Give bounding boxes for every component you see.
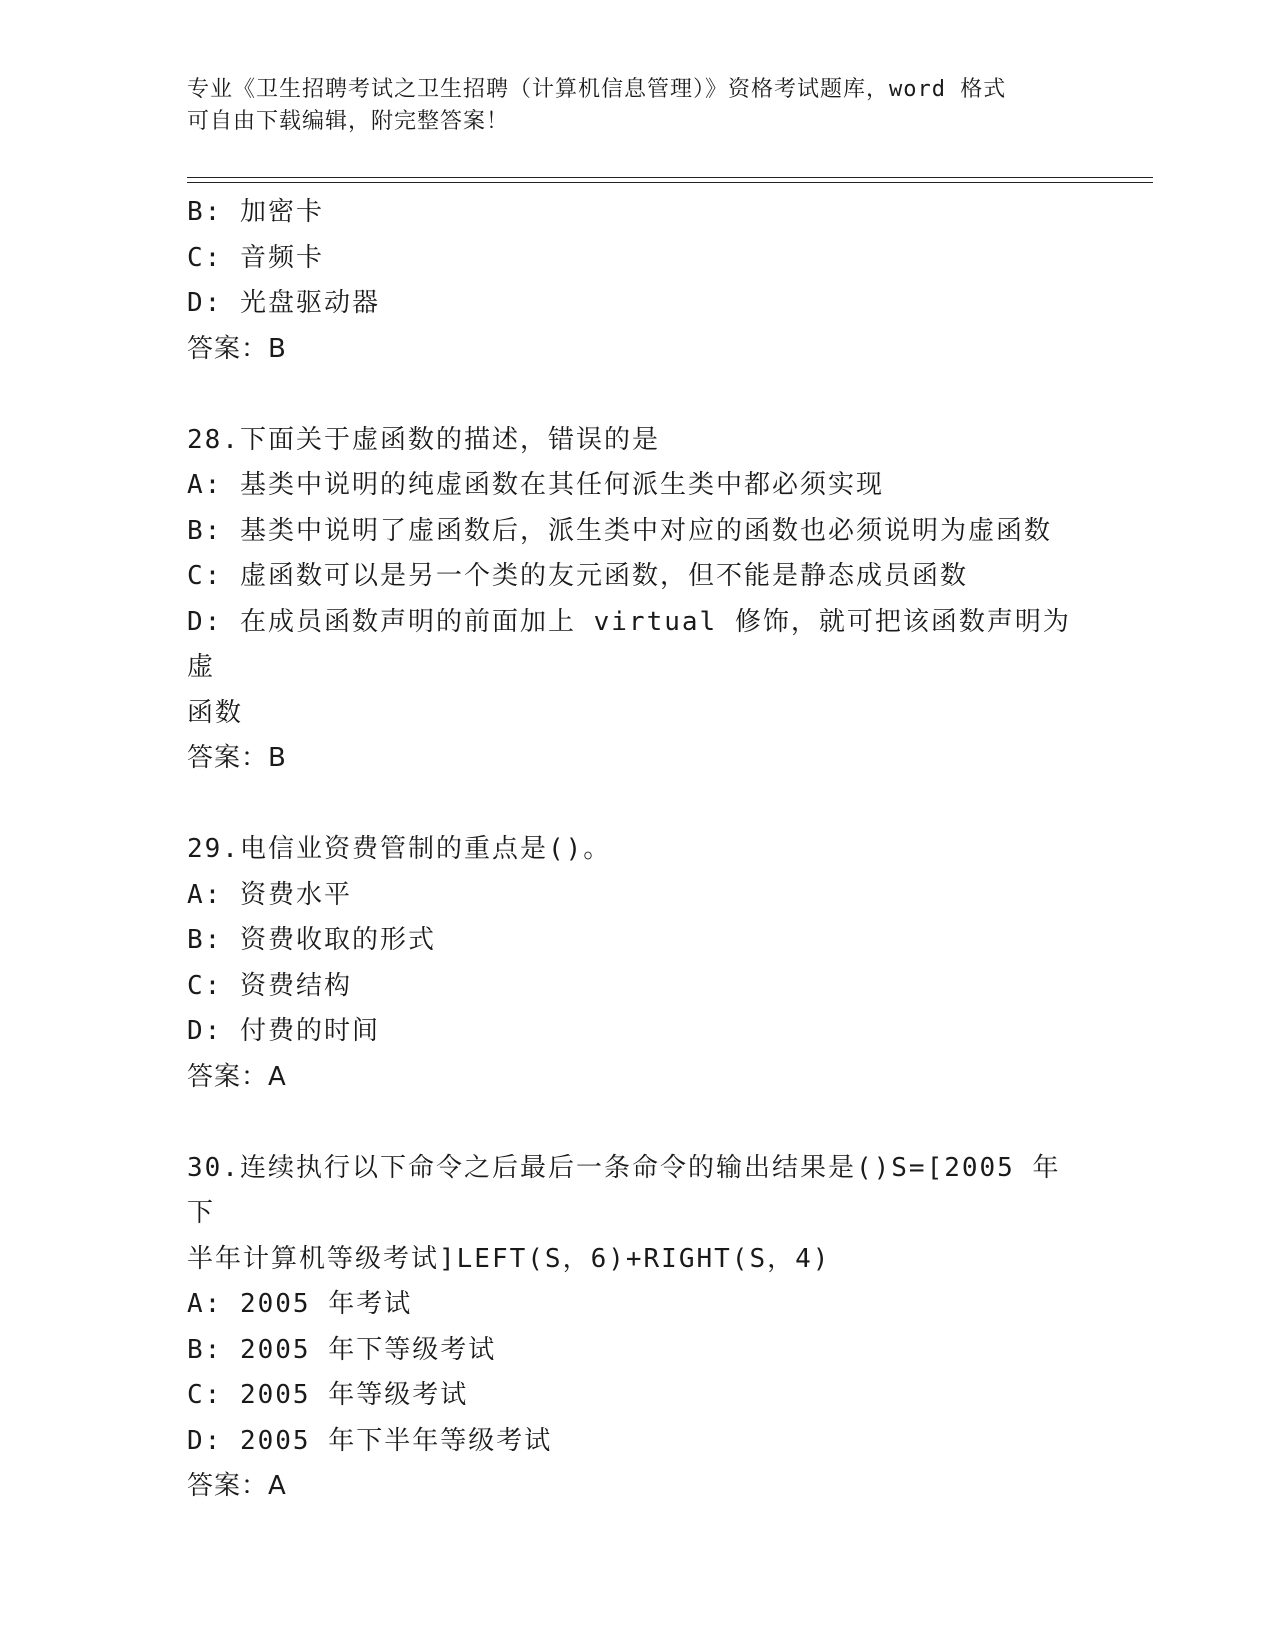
option-c: C: 2005 年等级考试 — [187, 1380, 469, 1410]
spacer — [187, 782, 1087, 828]
question-stem: 30.连续执行以下命令之后最后一条命令的输出结果是()S=[2005 年下 — [187, 1152, 1061, 1228]
question-stem-continuation: 半年计算机等级考试]LEFT(S，6)+RIGHT(S，4) — [187, 1243, 831, 1274]
question-27-block — [187, 190, 1087, 372]
header-divider-bottom — [187, 182, 1153, 183]
option-a: A: 资费水平 — [187, 879, 352, 910]
option-a: A: 基类中说明的纯虚函数在其任何派生类中都必须实现 — [187, 470, 884, 500]
option-d: D: 2005 年下半年等级考试 — [187, 1425, 553, 1456]
option-c: C: 资费结构 — [187, 970, 352, 1001]
option-d: D: 在成员函数声明的前面加上 virtual 修饰，就可把该函数声明为虚 — [187, 606, 1071, 682]
question-stem: 29.电信业资费管制的重点是()。 — [187, 834, 612, 864]
option-a: A: 2005 年考试 — [187, 1289, 413, 1319]
header-line-1: 专业《卫生招聘考试之卫生招聘（计算机信息管理）》资格考试题库，word 格式 — [187, 77, 1007, 102]
header-divider-top — [187, 177, 1153, 178]
answer-line: 答案：A — [187, 1471, 287, 1501]
option-b: B: 2005 年下等级考试 — [187, 1334, 497, 1365]
spacer — [187, 1100, 1087, 1146]
document-header — [187, 74, 1067, 138]
question-29-block — [187, 827, 1087, 1100]
answer-line: 答案：A — [187, 1061, 287, 1092]
question-list — [187, 190, 1087, 1510]
option-b: B: 加密卡 — [187, 197, 324, 227]
question-30-block — [187, 1146, 1087, 1510]
option-c: C: 音频卡 — [187, 242, 324, 273]
option-d-continuation: 函数 — [187, 697, 244, 728]
spacer — [187, 372, 1087, 418]
option-b: B: 基类中说明了虚函数后，派生类中对应的函数也必须说明为虚函数 — [187, 515, 1052, 546]
option-d: D: 光盘驱动器 — [187, 288, 380, 318]
answer-line: 答案：B — [187, 333, 287, 364]
question-28-block — [187, 418, 1087, 782]
option-b: B: 资费收取的形式 — [187, 925, 436, 955]
question-stem: 28.下面关于虚函数的描述，错误的是 — [187, 424, 660, 455]
option-c: C: 虚函数可以是另一个类的友元函数，但不能是静态成员函数 — [187, 561, 968, 591]
answer-line: 答案：B — [187, 743, 287, 773]
option-d: D: 付费的时间 — [187, 1016, 380, 1046]
header-line-2: 可自由下载编辑，附完整答案！ — [187, 109, 510, 134]
